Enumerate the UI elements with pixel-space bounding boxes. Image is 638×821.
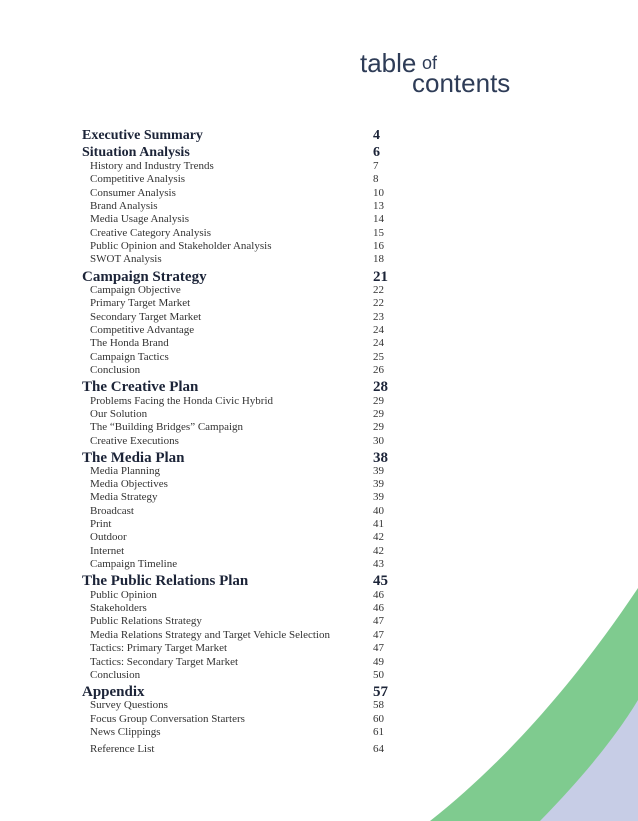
- entry-label: Campaign Objective: [90, 284, 181, 296]
- entry-page-number: 10: [373, 187, 384, 199]
- subsection-entry-history-and-industry-trends: [0, 160, 638, 173]
- entry-page-number: 50: [373, 669, 384, 681]
- entry-label: SWOT Analysis: [90, 253, 162, 265]
- entry-page-number: 15: [373, 227, 384, 239]
- entry-page-number: 45: [373, 573, 388, 589]
- entry-page-number: 4: [373, 128, 380, 143]
- entry-label: Primary Target Market: [90, 297, 191, 309]
- entry-label: Media Objectives: [90, 478, 168, 490]
- entry-page-number: 57: [373, 684, 388, 700]
- entry-label: The Creative Plan: [82, 379, 199, 395]
- entry-page-number: 42: [373, 545, 384, 557]
- entry-page-number: 43: [373, 558, 384, 570]
- subsection-entry-competitive-advantage: [0, 324, 638, 337]
- entry-label: Media Strategy: [90, 491, 158, 503]
- subsection-entry-problems-facing-the-honda-civic-hybrid: [0, 395, 638, 408]
- subsection-entry-survey-questions: [0, 699, 638, 712]
- subsection-entry-media-planning: [0, 465, 638, 478]
- entry-page-number: 60: [373, 713, 384, 725]
- entry-label: Outdoor: [90, 531, 127, 543]
- subsection-entry-tactics-secondary-target-market: [0, 656, 638, 669]
- entry-label: Media Planning: [90, 465, 160, 477]
- subsection-entry-consumer-analysis: [0, 187, 638, 200]
- entry-page-number: 39: [373, 478, 384, 490]
- entry-label: Competitive Advantage: [90, 324, 195, 336]
- entry-label: The Media Plan: [82, 450, 185, 466]
- entry-label: Creative Category Analysis: [90, 227, 211, 239]
- subsection-entry-secondary-target-market: [0, 311, 638, 324]
- entry-label: Appendix: [82, 684, 145, 700]
- subsection-entry-creative-executions: [0, 435, 638, 448]
- entry-page-number: 22: [373, 297, 384, 309]
- entry-page-number: 39: [373, 465, 384, 477]
- entry-label: Campaign Tactics: [90, 351, 169, 363]
- entry-page-number: 47: [373, 629, 384, 641]
- entry-page-number: 6: [373, 145, 380, 160]
- entry-label: Public Opinion and Stakeholder Analysis: [90, 240, 272, 252]
- entry-label: Executive Summary: [82, 128, 203, 143]
- subsection-entry-media-strategy: [0, 491, 638, 504]
- entry-page-number: 58: [373, 699, 384, 711]
- entry-page-number: 7: [373, 160, 379, 172]
- entry-label: Competitive Analysis: [90, 173, 186, 185]
- entry-label: The Public Relations Plan: [82, 573, 249, 589]
- entry-page-number: 46: [373, 602, 384, 614]
- subsection-entry-conclusion: [0, 364, 638, 377]
- entry-page-number: 38: [373, 450, 388, 466]
- entry-page-number: 23: [373, 311, 384, 323]
- entry-label: Survey Questions: [90, 699, 168, 711]
- entry-label: Print: [90, 518, 112, 530]
- subsection-entry-campaign-tactics: [0, 351, 638, 364]
- entry-page-number: 13: [373, 200, 384, 212]
- subsection-entry-tactics-primary-target-market: [0, 642, 638, 655]
- section-heading-the-creative-plan: [0, 378, 638, 396]
- subsection-entry-media-relations-strategy-and-target-vehicle-selection: [0, 629, 638, 642]
- subsection-entry-conclusion: [0, 669, 638, 682]
- entry-label: Tactics: Primary Target Market: [90, 642, 228, 654]
- entry-label: Media Usage Analysis: [90, 213, 189, 225]
- subsection-entry-reference-list: [0, 743, 638, 756]
- entry-label: Campaign Timeline: [90, 558, 178, 570]
- subsection-entry-media-objectives: [0, 478, 638, 491]
- entry-label: The Honda Brand: [90, 337, 169, 349]
- subsection-entry-public-opinion-and-stakeholder-analysis: [0, 240, 638, 253]
- entry-page-number: 24: [373, 324, 384, 336]
- subsection-entry-primary-target-market: [0, 297, 638, 310]
- entry-page-number: 8: [373, 173, 379, 185]
- entry-page-number: 25: [373, 351, 384, 363]
- entry-page-number: 29: [373, 395, 384, 407]
- entry-label: Tactics: Secondary Target Market: [90, 656, 239, 668]
- subsection-entry-campaign-timeline: [0, 558, 638, 571]
- subsection-entry-outdoor: [0, 531, 638, 544]
- subsection-entry-broadcast: [0, 505, 638, 518]
- entry-label: Media Relations Strategy and Target Vehicle Selection: [90, 629, 330, 641]
- subsection-entry-public-relations-strategy: [0, 615, 638, 628]
- entry-label: Problems Facing the Honda Civic Hybrid: [90, 395, 274, 407]
- subsection-entry-our-solution: [0, 408, 638, 421]
- subsection-entry-swot-analysis: [0, 253, 638, 266]
- entry-page-number: 39: [373, 491, 384, 503]
- entry-page-number: 28: [373, 379, 388, 395]
- entry-label: Public Opinion: [90, 589, 157, 601]
- title-word-contents: contents: [412, 68, 511, 98]
- entry-label: Situation Analysis: [82, 145, 190, 160]
- entry-label: Consumer Analysis: [90, 187, 176, 199]
- entry-label: Stakeholders: [90, 602, 147, 614]
- entry-page-number: 46: [373, 589, 384, 601]
- entry-label: Conclusion: [90, 364, 141, 376]
- entry-page-number: 49: [373, 656, 384, 668]
- subsection-entry-competitive-analysis: [0, 173, 638, 186]
- entry-page-number: 40: [373, 505, 384, 517]
- entry-page-number: 47: [373, 642, 384, 654]
- subsection-entry-news-clippings: [0, 726, 638, 739]
- entry-page-number: 21: [373, 269, 388, 285]
- entry-page-number: 64: [373, 743, 384, 755]
- entry-page-number: 18: [373, 253, 384, 265]
- section-heading-executive-summary: [0, 127, 638, 145]
- entry-label: Creative Executions: [90, 435, 179, 447]
- title-word-table: table: [360, 48, 417, 78]
- subsection-entry-the-honda-brand: [0, 337, 638, 350]
- subsection-entry-internet: [0, 545, 638, 558]
- entry-page-number: 26: [373, 364, 384, 376]
- entry-label: Reference List: [90, 743, 155, 755]
- subsection-entry-the-building-bridges-campaign: [0, 421, 638, 434]
- entry-label: History and Industry Trends: [90, 160, 214, 172]
- entry-label: Conclusion: [90, 669, 141, 681]
- entry-page-number: 41: [373, 518, 384, 530]
- subsection-entry-creative-category-analysis: [0, 227, 638, 240]
- subsection-entry-print: [0, 518, 638, 531]
- entry-label: News Clippings: [90, 726, 161, 738]
- subsection-entry-campaign-objective: [0, 284, 638, 297]
- entry-label: Campaign Strategy: [82, 269, 207, 285]
- entry-page-number: 29: [373, 421, 384, 433]
- entry-page-number: 47: [373, 615, 384, 627]
- subsection-entry-media-usage-analysis: [0, 213, 638, 226]
- entry-page-number: 16: [373, 240, 384, 252]
- entry-label: The “Building Bridges” Campaign: [90, 421, 244, 433]
- entry-page-number: 42: [373, 531, 384, 543]
- entry-page-number: 24: [373, 337, 384, 349]
- subsection-entry-stakeholders: [0, 602, 638, 615]
- section-heading-the-public-relations-plan: [0, 572, 638, 590]
- entry-label: Internet: [90, 545, 125, 557]
- entry-page-number: 14: [373, 213, 384, 225]
- entry-page-number: 29: [373, 408, 384, 420]
- subsection-entry-brand-analysis: [0, 200, 638, 213]
- title-word-of: of: [422, 53, 438, 73]
- subsection-entry-public-opinion: [0, 589, 638, 602]
- entry-label: Secondary Target Market: [90, 311, 202, 323]
- subsection-entry-focus-group-conversation-starters: [0, 713, 638, 726]
- entry-page-number: 30: [373, 435, 384, 447]
- entry-page-number: 22: [373, 284, 384, 296]
- entry-label: Our Solution: [90, 408, 148, 420]
- entry-page-number: 61: [373, 726, 384, 738]
- entry-label: Brand Analysis: [90, 200, 158, 212]
- entry-label: Focus Group Conversation Starters: [90, 713, 245, 725]
- entry-label: Broadcast: [90, 505, 134, 517]
- entry-label: Public Relations Strategy: [90, 615, 202, 627]
